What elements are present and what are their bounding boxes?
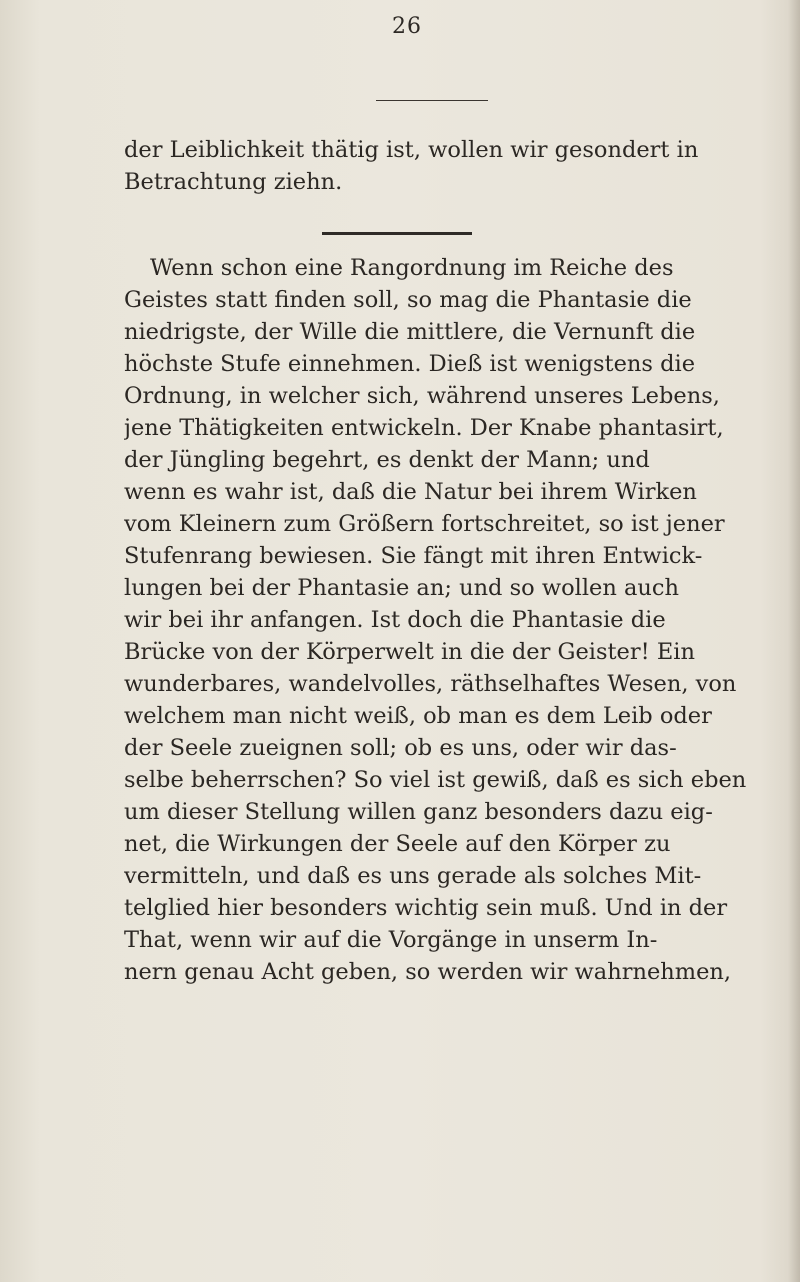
text-line: nern genau Acht geben, so werden wir wahrnehmen, — [124, 959, 732, 985]
text-line: Brücke von der Körperwelt in die der Geister! Ein — [124, 639, 695, 665]
text-line: vermitteln, und daß es uns gerade als solches Mit- — [124, 863, 702, 889]
text-line: vom Kleinern zum Größern fortschreitet, so ist jener — [124, 511, 725, 537]
text-line: lungen bei der Phantasie an; und so wollen auch — [124, 575, 680, 601]
text-line: telglied hier besonders wichtig sein muß. Und in der — [124, 895, 728, 921]
text-line: Stufenrang bewiesen. Sie fängt mit ihren Entwick- — [124, 543, 703, 569]
text-line: welchem man nicht weiß, ob man es dem Leib oder — [124, 703, 712, 729]
text-line: wir bei ihr anfangen. Ist doch die Phantasie die — [124, 607, 666, 633]
text-line: der Jüngling begehrt, es denkt der Mann; und — [124, 447, 650, 473]
text-line: wunderbares, wandelvolles, räthselhaftes Wesen, von — [124, 671, 737, 697]
text-line: Wenn schon eine Rangordnung im Reiche des — [150, 255, 674, 281]
text-line: niedrigste, der Wille die mittlere, die Vernunft die — [124, 319, 696, 345]
text-line: Ordnung, in welcher sich, während unseres Lebens, — [124, 383, 720, 409]
page-edge-shadow — [788, 0, 800, 1282]
text-line: That, wenn wir auf die Vorgänge in unserm In- — [124, 927, 658, 953]
text-line: Geistes statt finden soll, so mag die Phantasie die — [124, 287, 692, 313]
text-line: net, die Wirkungen der Seele auf den Körper zu — [124, 831, 671, 857]
text-line: selbe beherrschen? So viel ist gewiß, daß es sich eben — [124, 767, 747, 793]
text-line: um dieser Stellung willen ganz besonders dazu eig- — [124, 799, 713, 825]
text-line: jene Thätigkeiten entwickeln. Der Knabe phantasirt, — [124, 415, 724, 441]
header-rule — [376, 100, 488, 101]
text-line: wenn es wahr ist, daß die Natur bei ihrem Wirken — [124, 479, 697, 505]
text-line: höchste Stufe einnehmen. Dieß ist wenigstens die — [124, 351, 696, 377]
section-divider — [322, 232, 472, 235]
text-line: der Leiblichkeit thätig ist, wollen wir gesondert in — [124, 137, 699, 163]
page-number: 26 — [392, 14, 422, 39]
text-line: Betrachtung ziehn. — [124, 169, 343, 195]
text-line: der Seele zueignen soll; ob es uns, oder wir das- — [124, 735, 677, 761]
